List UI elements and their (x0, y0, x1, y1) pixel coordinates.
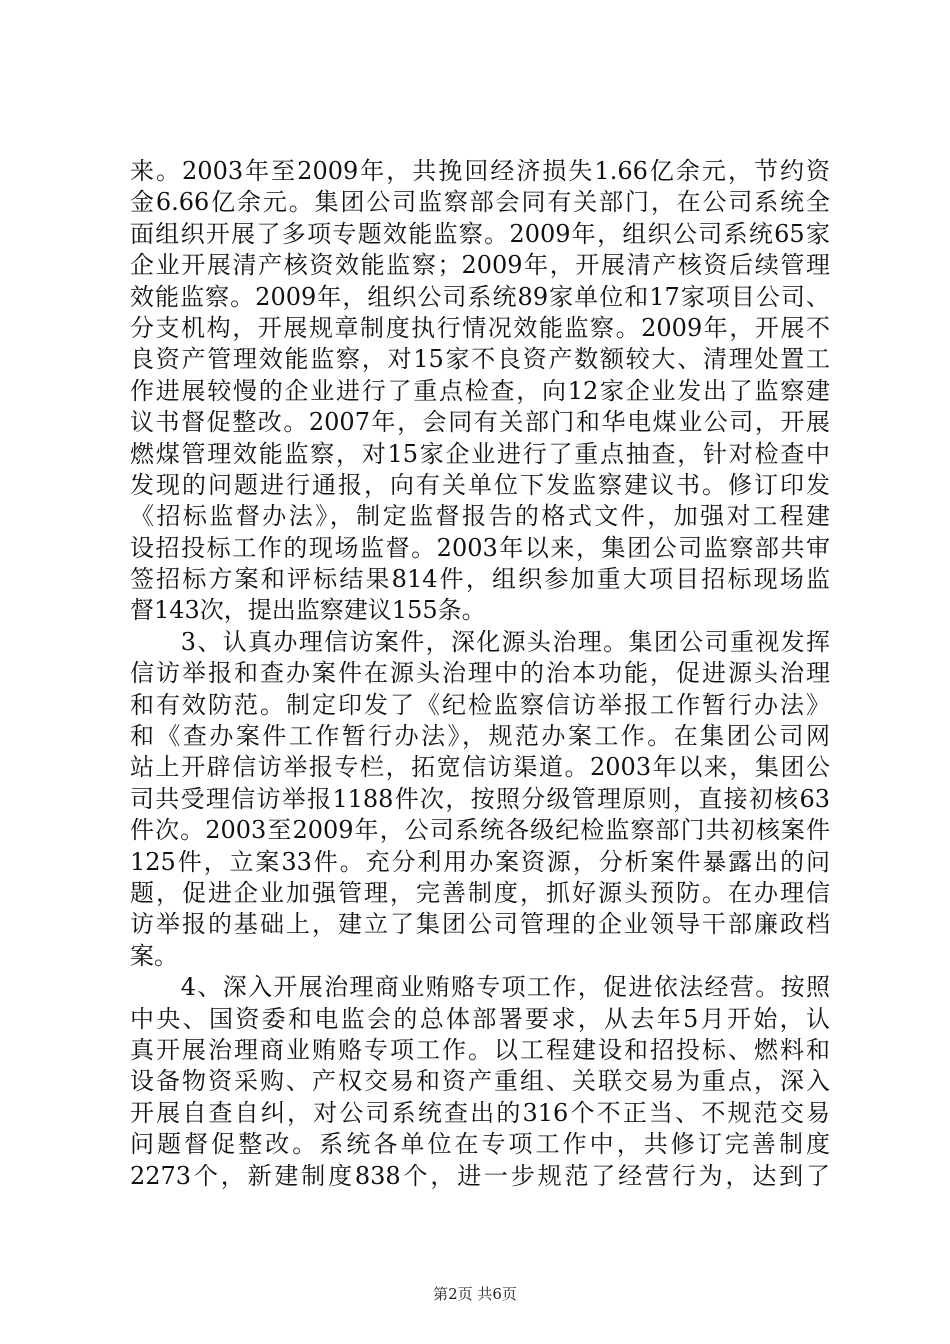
text-line: 站上开辟信访举报专栏，拓宽信访渠道。2003年以来，集团公 (130, 753, 830, 782)
text-line: 督143次，提出监察建议155条。 (130, 596, 486, 625)
text-line: 案。 (130, 941, 178, 970)
text-line: 真开展治理商业贿赂专项工作。以工程建设和招投标、燃料和 (130, 1035, 830, 1064)
text-line: 分支机构，开展规章制度执行情况效能监察。2009年，开展不 (130, 313, 830, 342)
text-line: 和有效防范。制定印发了《纪检监察信访举报工作暂行办法》 (130, 690, 830, 719)
text-line: 访举报的基础上，建立了集团公司管理的企业领导干部廉政档 (130, 910, 830, 939)
text-line: 《招标监督办法》，制定监督报告的格式文件，加强对工程建 (130, 502, 830, 531)
text-line: 4、深入开展治理商业贿赂专项工作，促进依法经营。按照 (130, 973, 830, 1002)
text-line: 125件，立案33件。充分利用办案资源，分析案件暴露出的问 (130, 847, 830, 876)
text-line: 面组织开展了多项专题效能监察。2009年，组织公司系统65家 (130, 219, 830, 248)
text-line: 来。2003年至2009年，共挽回经济损失1.66亿余元，节约资 (130, 157, 830, 185)
text-line: 燃煤管理效能监察，对15家企业进行了重点抽查，针对检查中 (130, 439, 830, 468)
text-line: 信访举报和查办案件在源头治理中的治本功能，促进源头治理 (130, 659, 830, 688)
text-line: 题，促进企业加强管理，完善制度，抓好源头预防。在办理信 (130, 878, 830, 907)
text-line: 良资产管理效能监察，对15家不良资产数额较大、清理处置工 (130, 345, 830, 374)
text-line: 3、认真办理信访案件，深化源头治理。集团公司重视发挥 (130, 627, 830, 656)
text-line: 和《查办案件工作暂行办法》，规范办案工作。在集团公司网 (130, 722, 830, 751)
text-line: 设招投标工作的现场监督。2003年以来，集团公司监察部共审 (130, 533, 830, 562)
text-line: 中央、国资委和电监会的总体部署要求，从去年5月开始，认 (130, 1004, 830, 1033)
text-line: 开展自查自纠，对公司系统查出的316个不正当、不规范交易 (130, 1098, 830, 1127)
document-body (130, 156, 830, 1192)
text-line: 作进展较慢的企业进行了重点检查，向12家企业发出了监察建 (130, 376, 830, 405)
text-line: 议书督促整改。2007年，会同有关部门和华电煤业公司，开展 (130, 408, 830, 437)
text-line: 件次。2003至2009年，公司系统各级纪检监察部门共初核案件 (130, 816, 830, 845)
text-line: 2273个，新建制度838个，进一步规范了经营行为，达到了 (130, 1161, 830, 1190)
text-line: 签招标方案和评标结果814件，组织参加重大项目招标现场监 (130, 565, 830, 594)
text-line: 发现的问题进行通报，向有关单位下发监察建议书。修订印发 (130, 470, 830, 499)
text-line: 问题督促整改。系统各单位在专项工作中，共修订完善制度 (130, 1130, 830, 1159)
page-footer: 第2页 共6页 (433, 1285, 517, 1303)
text-line: 企业开展清产核资效能监察；2009年，开展清产核资后续管理 (130, 251, 830, 280)
text-line: 金6.66亿余元。集团公司监察部会同有关部门，在公司系统全 (130, 188, 830, 217)
text-line: 设备物资采购、产权交易和资产重组、关联交易为重点，深入 (130, 1067, 830, 1096)
text-line: 效能监察。2009年，组织公司系统89家单位和17家项目公司、 (130, 282, 830, 311)
text-line: 司共受理信访举报1188件次，按照分级管理原则，直接初核63 (130, 784, 830, 813)
